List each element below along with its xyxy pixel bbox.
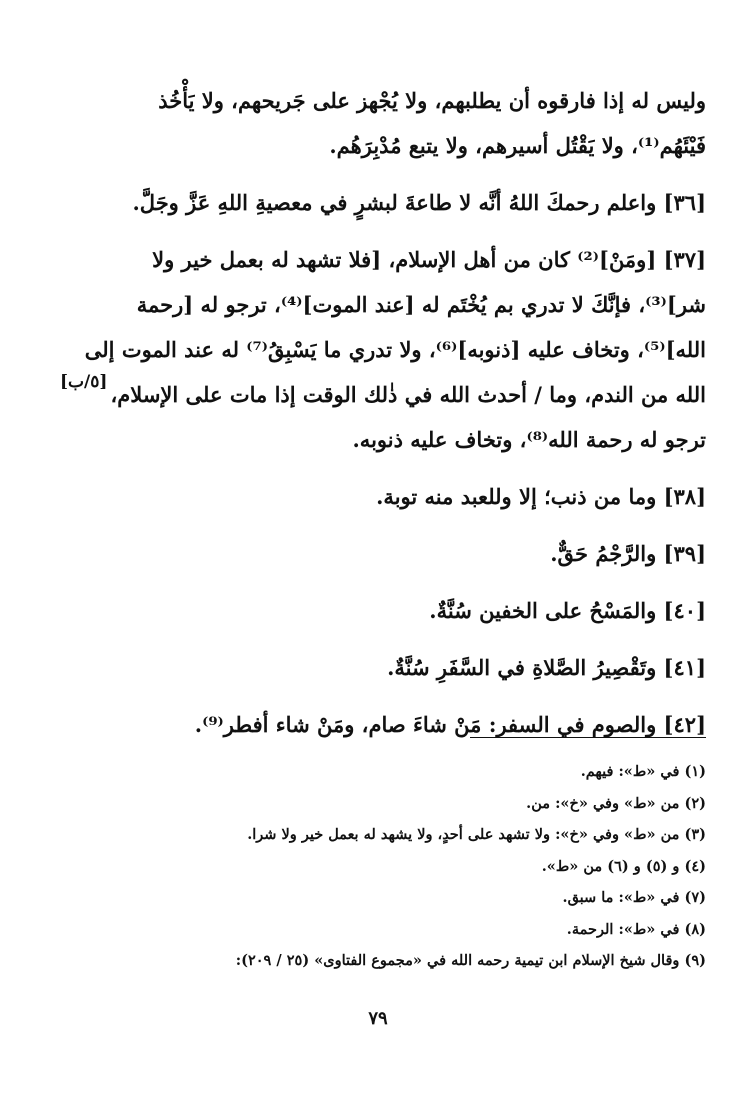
footnote-7: (٧) في «ط»: ما سبق. (562, 889, 706, 906)
footnote-4-6: (٤) و (٥) و (٦) من «ط». (541, 857, 706, 875)
footnote-1: (١) في «ط»: فيهم. (580, 763, 706, 780)
text-line: وليس له إذا فارقوه أن يطلبهم، ولا يُجْهز على جَريحهم، ولا يَأْخُذ (158, 88, 706, 113)
page-number: ٧٩ (368, 1008, 388, 1029)
paragraph-36: [٣٦] واعلم رحمكَ اللهُ أنَّه لا طاعةَ لبشرٍ في معصيةِ اللهِ عَزَّ وجَلَّ. (132, 190, 706, 215)
text-line: فَيْئَهُم⁽¹⁾، ولا يَقْتُل أسيرهم، ولا يتبع مُدْبِرَهُم. (329, 133, 706, 158)
footnote-9: (٩) وقال شيخ الإسلام ابن تيمية رحمه الله في «مجموع الفتاوى» (٢٥ / ٢٠٩): (235, 952, 706, 969)
paragraph-41: [٤١] وتَقْصِيرُ الصَّلاةِ في السَّفَرِ سُنَّةٌ. (387, 655, 706, 680)
paragraph-37-line-3: الله]⁽⁵⁾، وتخاف عليه [ذنوبه]⁽⁶⁾، ولا تدري ما يَسْبِقُ⁽⁷⁾ له عند الموت إلى (84, 337, 706, 362)
footnote-divider (470, 737, 706, 738)
footnote-3: (٣) من «ط» وفي «خ»: ولا تشهد على أحدٍ، ولا يشهد له بعمل خير ولا شرا. (247, 826, 706, 843)
paragraph-37-line-4: الله من الندم، وما / أحدث الله في ذٰلك الوقت إذا مات على الإسلام، (110, 382, 706, 407)
footnote-2: (٢) من «ط» وفي «خ»: من. (526, 794, 706, 812)
paragraph-42: [٤٢] والصوم في السفر: مَنْ شاءَ صام، ومَنْ شاء أفطر⁽⁹⁾. (194, 712, 706, 737)
paragraph-40: [٤٠] والمَسْحُ على الخفين سُنَّةٌ. (429, 598, 706, 623)
paragraph-37-line-2: شر]⁽³⁾، فإنَّكَ لا تدري بم يُخْتَم له [عند الموت]⁽⁴⁾، ترجو له [رحمة (136, 292, 706, 317)
paragraph-38: [٣٨] وما من ذنب؛ إلا وللعبد منه توبة. (376, 484, 706, 509)
paragraph-39: [٣٩] والرَّجْمُ حَقٌّ. (550, 541, 706, 566)
footnote-8: (٨) في «ط»: الرحمة. (566, 920, 706, 938)
paragraph-37-line-1: [٣٧] [ومَنْ]⁽²⁾ كان من أهل الإسلام، [فلا تشهد له بعمل خير ولا (152, 247, 706, 272)
margin-folio-reference: [٥/ب] (60, 372, 108, 392)
footnotes (90, 756, 706, 977)
paragraph-37-line-5: ترجو له رحمة الله⁽⁸⁾، وتخاف عليه ذنوبه. (352, 427, 706, 452)
